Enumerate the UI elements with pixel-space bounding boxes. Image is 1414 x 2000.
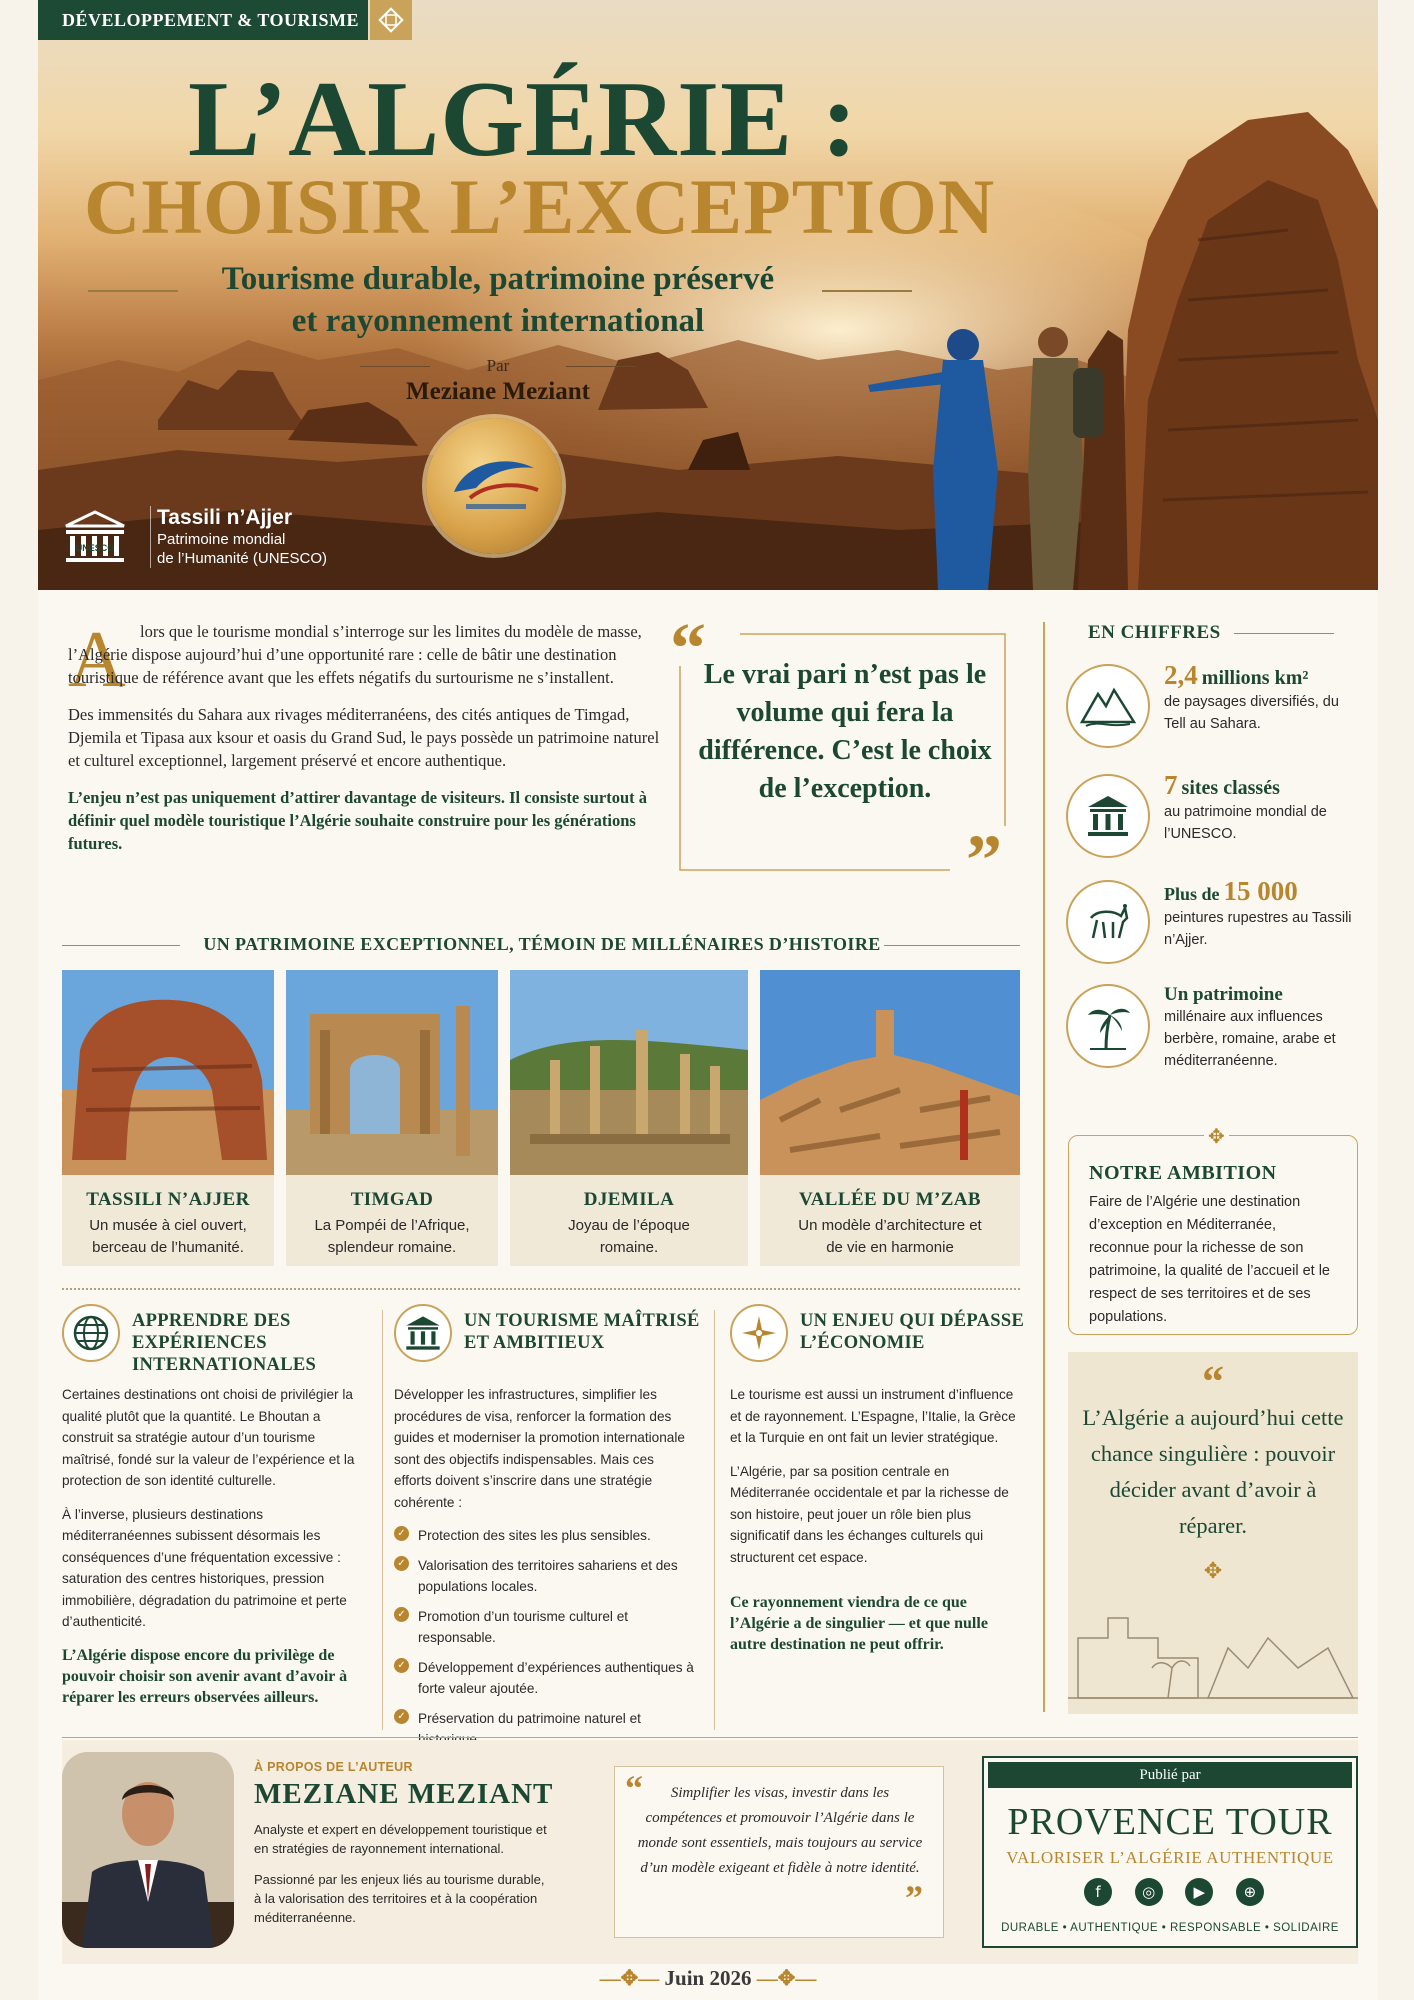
hero-author-name: Meziane Meziant xyxy=(406,378,590,405)
author-photo xyxy=(62,1752,234,1948)
par-rule-right xyxy=(566,366,636,367)
stat-paintings-value: 15 000 xyxy=(1223,876,1298,906)
site-name: TIMGAD xyxy=(350,1189,434,1210)
youtube-icon[interactable]: ▶ xyxy=(1185,1878,1213,1906)
intro-text xyxy=(68,616,668,869)
about-author-name: MEZIANE MEZIANT xyxy=(254,1778,554,1810)
instagram-icon[interactable]: ◎ xyxy=(1135,1878,1163,1906)
column-heading: UN ENJEU QUI DÉPASSE L’ÉCONOMIE xyxy=(800,1311,1025,1353)
globe-icon xyxy=(62,1304,120,1362)
site-desc: La Pompéi de l’Afrique, splendeur romaine. xyxy=(314,1217,470,1256)
subtitle-line2: et rayonnement international xyxy=(291,303,705,339)
hero-banner xyxy=(38,0,1378,590)
column-body xyxy=(62,1384,362,1720)
stat-sites-unit: sites classés xyxy=(1181,777,1280,799)
side-quote-text: L’Algérie a aujourd’hui cette chance singulière : pouvoir décider avant d’avoir à réparer. xyxy=(1082,1405,1344,1538)
list-item: ✓ Préservation du patrimoine naturel et xyxy=(394,1708,694,1751)
ornament-icon xyxy=(370,0,412,40)
quote-open-icon: “ xyxy=(670,608,706,688)
site-name: DJEMILA xyxy=(583,1189,675,1210)
about-label: À PROPOS DE L’AUTEUR xyxy=(254,1760,413,1774)
djemila-image xyxy=(510,970,748,1175)
ornament-icon: —✥— xyxy=(599,1966,660,1990)
heritage-title: UN PATRIMOINE EXCEPTIONNEL, TÉMOIN DE MILLÉNAIRES D’HISTOIRE xyxy=(203,934,881,954)
stat-area-value: 2,4 xyxy=(1164,660,1198,690)
right-column-divider xyxy=(1043,622,1045,1712)
column-paragraph: Certaines destinations ont choisi de privilégier la qualité plutôt que la quantité. Le Bhoutan a construit sa stratégie autour d’un tourisme maîtrisé, fondé sur la valeur de l’expérience et la protection de son identité culturelle. xyxy=(62,1387,355,1488)
footer-rule xyxy=(62,1737,1358,1738)
column-paragraph: Développer les infrastructures, simplifier les procédures de visa, renforcer la formation des guides et moderniser la promotion internationale sont des objectifs indispensables. Mais ces efforts doivent s’inscrire dans une stratégie cohérente : xyxy=(394,1387,685,1510)
subtitle-line1: Tourisme durable, patrimoine préservé xyxy=(221,261,775,297)
compass-star-icon xyxy=(730,1304,788,1362)
by-label: Par xyxy=(486,356,510,375)
date-text: Juin 2026 xyxy=(664,1966,752,1990)
subtitle xyxy=(118,258,878,342)
site-desc: Un musée à ciel ouvert, berceau de l’humanité. xyxy=(89,1217,247,1256)
site-card-tassili xyxy=(62,970,274,1266)
temple-icon xyxy=(1066,774,1150,858)
svg-text:UNESCO: UNESCO xyxy=(75,543,115,553)
column-divider xyxy=(382,1310,383,1730)
stat-unesco-sites xyxy=(1066,770,1356,864)
main-title-line1: L’ALGÉRIE : xyxy=(188,60,859,179)
main-title-line2: CHOISIR L’EXCEPTION xyxy=(84,163,996,250)
quote-open-icon: “ xyxy=(1202,1357,1224,1406)
stat-heritage-desc: millénaire aux influences berbère, romaine, arabe et méditerranéenne. xyxy=(1164,1009,1336,1069)
quote-close-icon: ” xyxy=(966,820,1002,900)
footer-quote xyxy=(614,1766,944,1938)
column-paragraph: À l’inverse, plusieurs destinations méditerranéennes subissent désormais les conséquences d’une fréquentation excessive : saturation des centres historiques, pression immobilière, dégradation du patrimoine et perte d’authenticité. xyxy=(62,1506,347,1629)
par-rule-left xyxy=(360,366,430,367)
palm-icon xyxy=(1066,984,1150,1068)
column-divider xyxy=(714,1310,715,1730)
stat-paintings-prefix: Plus de xyxy=(1164,884,1220,904)
footer xyxy=(62,1740,1358,1964)
rock-art-icon xyxy=(1066,880,1150,964)
dropcap-letter: A xyxy=(68,616,126,704)
facebook-icon[interactable]: f xyxy=(1084,1878,1112,1906)
diamond-ornament-icon: ✥ xyxy=(1203,1558,1223,1583)
stats-title: EN CHIFFRES xyxy=(1088,622,1221,643)
quote-open-icon: “ xyxy=(625,1768,643,1808)
site-card-djemila xyxy=(510,970,748,1266)
site-card-timgad xyxy=(286,970,498,1266)
column-highlight: Ce rayonnement viendra de ce que l’Algérie a de singulier — et que nulle autre destination ne peut offrir. xyxy=(730,1594,988,1653)
column-paragraph: Le tourisme est aussi un instrument d’influence et de rayonnement. L’Espagne, l’Italie, la Grèce et la Turquie en ont fait un levier stratégique. xyxy=(730,1387,1016,1445)
site-name: VALLÉE DU M’ZAB xyxy=(799,1189,981,1210)
publisher-label: Publié par xyxy=(988,1762,1352,1788)
site-desc: Joyau de l’époque romaine. xyxy=(568,1217,690,1256)
about-text-2: Passionné par les enjeux liés au tourisme durable, à la valorisation des territoires et à la coopération méditerranéenne. xyxy=(254,1872,545,1925)
list-item: ✓ Développement d’expériences authentiques à forte valeur ajoutée. xyxy=(394,1657,694,1700)
ambition-heading: NOTRE AMBITION xyxy=(1089,1162,1277,1184)
unesco-logo-icon xyxy=(62,508,128,566)
list-item: ✓ Valorisation des territoires sahariens et des populations locales. xyxy=(394,1555,694,1598)
mountain-icon xyxy=(1066,664,1150,748)
globe-icon[interactable]: ⊕ xyxy=(1236,1878,1264,1906)
timgad-image xyxy=(286,970,498,1175)
column-body xyxy=(394,1384,694,1759)
stat-sites-value: 7 xyxy=(1164,770,1178,800)
section-divider xyxy=(62,1288,1020,1290)
unesco-site-desc-1: Patrimoine mondial xyxy=(157,531,286,548)
strategy-list xyxy=(394,1525,694,1751)
unesco-site-desc-2: de l’Humanité (UNESCO) xyxy=(157,550,328,567)
stat-rock-paintings xyxy=(1066,876,1356,970)
ambition-text: Faire de l’Algérie une destination d’exception en Méditerranée, reconnue pour la richesse de son patrimoine, la qualité de l’accueil et le respect de ses territoires et de ses populations. xyxy=(1089,1194,1330,1325)
stat-area xyxy=(1066,660,1356,754)
site-card-mzab xyxy=(760,970,1020,1266)
mzab-image xyxy=(760,970,1020,1175)
about-text-1: Analyste et expert en développement touristique et en stratégies de rayonnement international. xyxy=(254,1822,547,1856)
unesco-badge xyxy=(62,506,327,568)
stat-paintings-desc: peintures rupestres au Tassili n’Ajjer. xyxy=(1164,910,1352,948)
publisher-box xyxy=(982,1756,1358,1948)
stat-sites-desc: au patrimoine mondial de l’UNESCO. xyxy=(1164,804,1327,842)
diamond-ornament-icon: ✥ xyxy=(1204,1124,1229,1149)
ambition-box xyxy=(1068,1135,1358,1335)
quote-close-icon: ” xyxy=(905,1878,923,1918)
pull-quote-text: Le vrai pari n’est pas le volume qui fera la différence. C’est le choix de l’exception. xyxy=(698,659,992,804)
stat-area-unit: millions km² xyxy=(1201,667,1309,689)
column-paragraph: L’Algérie, par sa position centrale en Méditerranée occidentale et par la richesse de son histoire, peut jouer un rôle bien plus significatif dans les échanges culturels qui structurent cet espace. xyxy=(730,1463,1009,1565)
category-tag: DÉVELOPPEMENT & TOURISME xyxy=(38,0,368,40)
publication-date xyxy=(38,1966,1378,1991)
stat-area-desc: de paysages diversifiés, du Tell au Sahara. xyxy=(1164,694,1339,732)
column-heading: APPRENDRE DES EXPÉRIENCES INTERNATIONALES xyxy=(132,1311,317,1375)
ornament-icon: —✥— xyxy=(756,1966,817,1990)
side-quote xyxy=(1068,1352,1358,1714)
social-links xyxy=(1084,1878,1264,1906)
stat-heritage xyxy=(1066,984,1356,1074)
list-item: ✓ Protection des sites les plus sensibles. xyxy=(394,1525,694,1547)
pull-quote xyxy=(670,608,1015,900)
tassili-image xyxy=(62,970,274,1175)
site-name: TASSILI N’AJJER xyxy=(86,1189,250,1210)
intro-paragraph-2: Des immensités du Sahara aux rivages méditerranéens, des cités antiques de Timgad, Djemila et Tipasa aux ksour et oasis du Grand Sud, le pays possède un patrimoine naturel et culturel exceptionnel, largement préservé et encore authentique. xyxy=(68,705,660,770)
publisher-tagline: VALORISER L’ALGÉRIE AUTHENTIQUE xyxy=(1006,1848,1334,1867)
stats-title-rule xyxy=(1234,633,1334,634)
unesco-site-name: Tassili n’Ajjer xyxy=(157,506,292,529)
publisher-values: DURABLE • AUTHENTIQUE • RESPONSABLE • SOLIDAIRE xyxy=(1001,1922,1339,1934)
list-item: ✓ Promotion d’un tourisme culturel et responsable. xyxy=(394,1606,694,1649)
column-heading: UN TOURISME MAÎTRISÉ ET AMBITIEUX xyxy=(464,1311,700,1353)
footer-quote-text: Simplifier les visas, investir dans les compétences et promouvoir l’Algérie dans le monde sont essentiels, mais toujours au service d’un modèle exigeant et fidèle à notre identité. xyxy=(637,1785,923,1876)
stat-heritage-headline: Un patrimoine xyxy=(1164,984,1283,1005)
site-desc: Un modèle d’architecture et de vie en harmonie xyxy=(798,1217,982,1256)
publisher-medal-logo xyxy=(426,418,562,554)
intro-paragraph-1: lors que le tourisme mondial s’interroge sur les limites du modèle de masse, l’Algérie dispose aujourd’hui d’une opportunité rare : celle de bâtir une destination touristique de référence avant que les effets négatifs du surtourisme ne s’installent. xyxy=(68,622,642,687)
kasbah-sketch-illustration xyxy=(1068,1598,1358,1708)
article-page xyxy=(38,0,1378,2000)
publisher-brand: PROVENCE TOUR xyxy=(1007,1801,1333,1843)
temple-icon xyxy=(394,1304,452,1362)
intro-paragraph-3: L’enjeu n’est pas uniquement d’attirer davantage de visiteurs. Il consiste surtout à définir quel modèle touristique l’Algérie souhaite construire pour les générations futures. xyxy=(68,788,648,853)
column-body xyxy=(730,1384,1022,1667)
column-highlight: L’Algérie dispose encore du privilège de pouvoir choisir son avenir avant d’avoir à réparer les erreurs observées ailleurs. xyxy=(62,1646,348,1706)
